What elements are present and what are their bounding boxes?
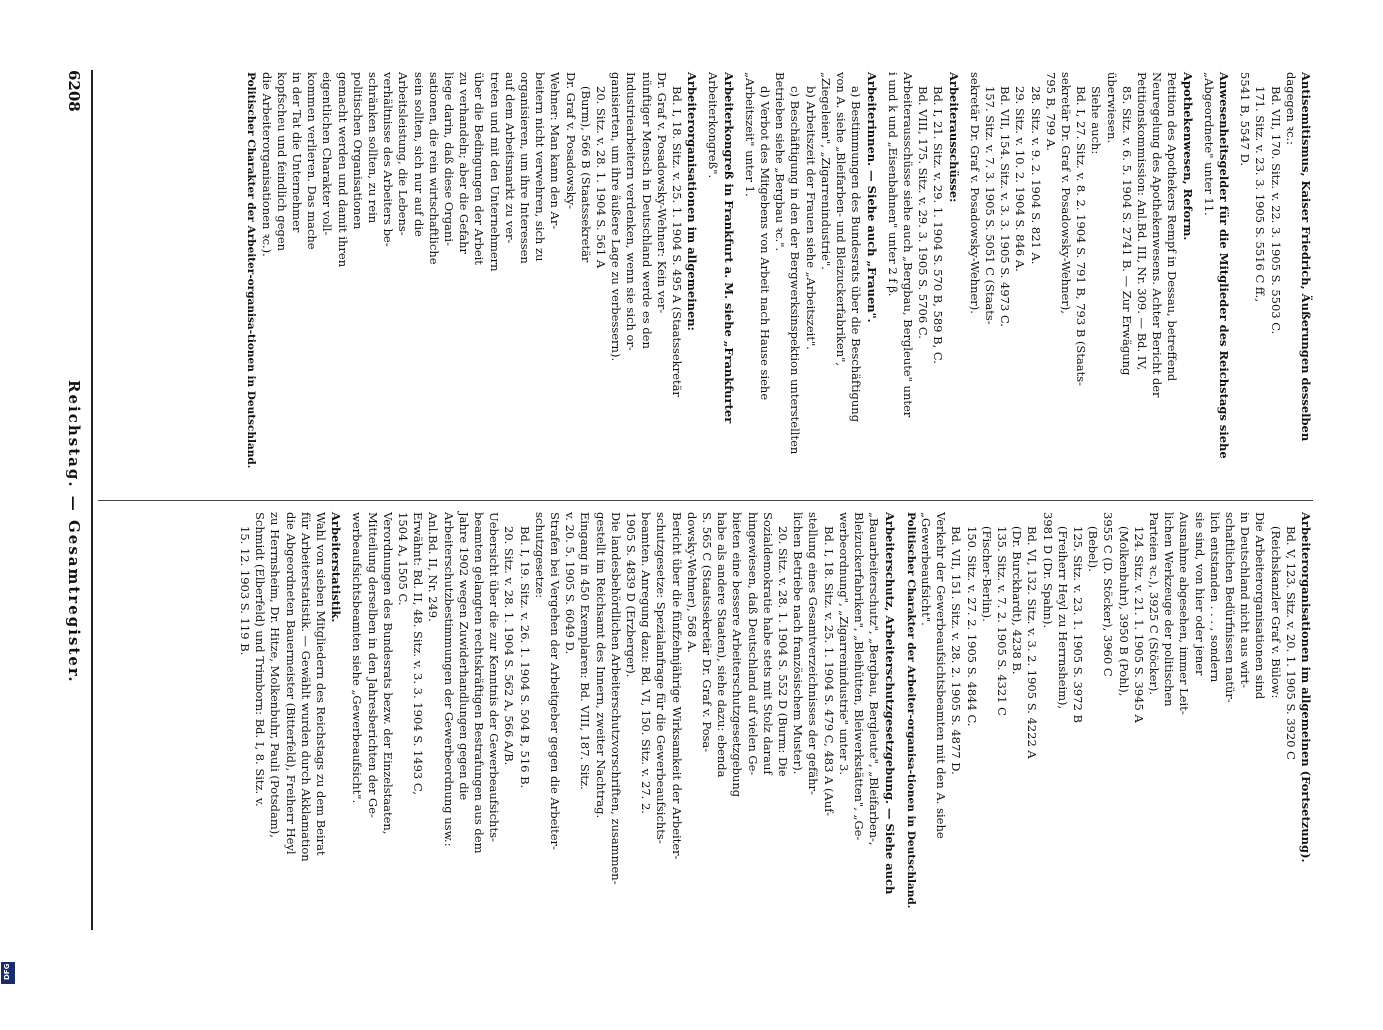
entry-line: Mitteilung derselben in den Jahresberichten der Ge- [365,512,380,818]
entry-line: 5541 B, 5547 D. [1238,72,1253,167]
entry-line: Siehe auch: [1089,86,1104,155]
entry-line: organisieren, um ihre Interessen [518,72,533,264]
entry-line: 15. 12. 1903 S. 119 B. [237,526,252,656]
entry-line: für Arbeiterstatistik. — Gewählt wurden durch Akklamation [298,512,313,862]
entry-line: Arbeitsleistung, die Lebens- [396,72,411,236]
entry-line: in der Tat die Unternehmer [290,72,304,233]
entry-line: Verkehr der Gewerbeaufsichtsbeamten mit den A. siehe [934,512,949,839]
entry-line: 28. Sitz. v. 9. 2. 1904 S. 821 A. [1028,86,1043,265]
entry-line: beitern nicht verwehren, sich zu [533,72,548,262]
entry-line: schränken sollten, zu rein [366,72,381,224]
entry-line: sekretär Dr. Graf v. Posadowsky-Wehner), [1058,72,1073,314]
entry-line: Industriearbeitern verdenken, wenn sie sich or- [624,72,639,351]
entry-line: eigentlichen Charakter voll- [320,72,335,236]
entry-heading: Arbeiterkongreß in Frankfurt a. M. siehe „Frankfurter [721,72,736,424]
register-entry [349,512,896,932]
entry-line: v. 20. 5. 1905 S. 6049 D. [563,512,578,655]
entry-line: habe als andere Staaten), siehe dazu: ebenda [715,512,730,778]
register-entry [903,512,1313,932]
entry-line: lichen Betriebe nach französischem Muster). [791,512,806,775]
entry-line: auf dem Arbeitsmarkt zu ver- [502,72,517,244]
entry-line: Bd. V, 123. Sitz. v. 20. 1. 1905 S. 3920 C [1283,526,1298,760]
entry-line: die Abgeordneten Bauermeister (Bitterfeld), Freiherr Heyl [283,512,298,855]
entry-line: „Arbeitszeit" unter 1. [742,72,757,197]
entry-heading: Arbeiterorganisationen im allgemeinen: [685,72,700,331]
entry-line: über die Bedingungen der Arbeit [472,72,487,265]
entry-line: ganisierten, um ihre äußere Lage zu verbessern). [609,72,624,362]
entry-line: Bd. VII, 151. Sitz. v. 28. 2. 1905 S. 4877 D. [949,526,964,775]
entry-line: beamten. Anregung dazu: Bd. VI, 150. Sitz. v. 27. 2. [639,512,654,814]
register-entry [243,72,699,492]
entry-line: schutzgesetze: [532,512,547,599]
entry-line: (Fischer-Berlin). [979,526,994,622]
register-entry [237,512,343,932]
entry-line: Die landesbehördlichen Arbeiterschutzvorschriften, zusammen- [608,512,623,885]
entry-line: c) Beschäftigung in den der Bergwerksinspektion unterstellten [788,86,803,455]
entry-line: Strafen bei Vergehen der Arbeitgeber gegen die Arbeiter- [548,512,563,850]
entry-line: überwiesen. [1104,72,1119,144]
entry-heading: Anwesenheitsgelder für die Mitglieder des Reichstags siehe [1216,72,1231,459]
entry-line: Bericht über die fünfzehnjährige Wirksamkeit der Arbeiter- [669,512,684,860]
entry-line: Dr. Graf v. Posadowsky-Wehner: Kein ver- [654,72,669,314]
register-entry [1237,72,1313,492]
left-column [113,72,1313,492]
margin-note: Politischer Charakter der Arbeiter-organisa-tionen in Deutschland. [904,512,917,909]
entry-line: „Bauarbeiterschutz", „Bergbau, Bergleute", „Bleifarben-, [867,512,882,846]
entry-line: Petitionskommission: Anl.Bd. III, Nr. 309. — Bd. IV, [1134,72,1149,371]
entry-line: sie sind, von hier oder jener [1192,512,1207,676]
entry-line: 1905 S. 4839 D (Erzberger). [624,512,639,678]
entry-line: Verordnungen des Bundesrats bezw. der Einzelstaaten, [380,512,395,835]
entry-line: Bd. I, 19. Sitz. v. 26. 1. 1904 S. 504 B, 516 B. [517,526,532,789]
entry-line: 3981 D (Dr. Spahn). [1040,512,1055,629]
entry-line: kommen verlieren. Das mache [305,72,320,250]
entry-line: Dr. Graf v. Posadowsky- [563,72,578,209]
entry-line: Bd. I, 21. Sitz. v. 29. 1. 1904 S. 570 B, 589 B, C. [931,86,946,364]
entry-line: Jahre 1902 wegen Zuwiderhandlungen gegen die [456,512,471,801]
entry-line: werbeaufsichtsbeamten siehe „Gewerbeaufsicht". [350,512,365,804]
entry-line: politischen Organisationen [350,72,365,230]
running-title: Reichstag. — Gesamtregister. [65,380,83,684]
entry-heading: Arbeiterorganisationen im allgemeinen (Fortsetzung). [1299,512,1313,863]
register-entry [705,72,735,492]
entry-line: sekretär Dr. Graf v. Posadowsky-Wehner). [967,72,982,314]
entry-line: Bd. VI, 132. Sitz. v. 3. 2. 1905 S. 4222 A [1025,526,1040,759]
entry-line: 20. Sitz. v. 28. 1. 1904 S. 552 D (Burm: Die [776,526,791,777]
entry-line: beamten gelangten rechtskräftigen Bestrafungen aus dem [472,512,487,854]
entry-line: 124. Sitz. v. 21. 1. 1905 S. 3945 A [1131,526,1146,723]
entry-line: Bd. I, 18. Sitz. v. 25. 1. 1904 S. 479 C, 483 A (Auf- [821,526,836,816]
entry-line: b) Arbeitszeit der Frauen siehe „Arbeitszeit". [803,86,818,350]
entry-line: werbeordnung", „Zigarrenindustrie" unter 3. [836,512,851,775]
entry-line: die Arbeiterorganisationen ꝛc.). [259,72,274,257]
entry-line: schutzgesetze: Spezialanfrage für die Gewerbeaufsichts- [654,512,669,844]
page-header [53,70,83,930]
entry-line: 125. Sitz. v. 23. 1. 1905 S. 3972 B [1070,526,1085,723]
entry-line: nünftiger Mensch in Deutschland werde es den [639,72,654,349]
entry-line: 20. Sitz. v. 28. 1. 1904 S. 562 A, 566 A/B. [502,526,517,766]
entry-line: „Gewerbeaufsicht". [918,512,933,626]
entry-line: d) Verbot des Mitgebens von Arbeit nach Hause siehe [758,86,773,401]
entry-line: Bleizuckerfabriken", „Bleihütten, Bleiwerkstätten", „Ge- [852,512,867,841]
entry-line: S. 565 C (Staatssekretär Dr. Graf v. Posa- [700,512,715,753]
entry-line: lichen Werkzeuge der politischen [1162,512,1177,707]
entry-line: (Burm), 566 B (Staatssekretär [578,86,593,263]
entry-line: 1504 A, 1505 C. [396,512,411,606]
entry-line: Bd. I, 18. Sitz. v. 25. 1. 1904 S. 495 A (Staatssekretär [670,86,685,397]
entry-line: sationen, die rein wirtschaftliche [426,72,441,265]
entry-line: 3955 C (D. Stöcker), 3960 C [1101,512,1116,677]
entry-line: a) Bestimmungen des Bundesrats über die Beschäftigung [849,86,864,423]
entry-line: dowsky-Wehner), 568 A. [684,512,699,653]
entry-line: Bd. VII, 154. Sitz. v. 3. 3. 1905 S. 4973 C. [998,86,1013,328]
dfg-logo-text: DFG [3,963,11,980]
entry-line: Arbeiterschutzbestimmungen der Gewerbeordnung usw.: [441,512,456,847]
entry-line: lich entstanden . . . , sondern [1207,512,1222,683]
entry-line: bieten eine bessere Arbeiterschutzgesetzgebung [730,512,745,798]
entry-line: Die Arbeiterorganisationen sind [1253,512,1268,700]
register-entry [1201,72,1231,492]
entry-line: sein sollten, sich nur auf die [411,72,426,237]
entry-line: liege darin, daß diese Organi- [442,72,457,246]
entry-line: Neuregelung des Apothekenwesens. Achter Bericht der [1150,72,1165,398]
entry-heading: Apothekenwesen, Reform. [1180,72,1195,241]
entry-line: kopfscheu und feindlich gegen [274,72,289,252]
entry-heading: Arbeiterinnen. — Siehe auch „Frauen". [864,72,879,323]
entry-line: Anl.Bd. II, Nr. 249. [426,512,441,622]
entry-line: Schmidt (Elberfeld) und Trimborn: Bd. I, 8. Sitz. v. [253,512,268,807]
entry-line: Uebersicht über die zur Kenntnis der Gewerbeaufsichts- [487,512,502,842]
entry-line: 20. Sitz. v. 28. 1. 1904 S. 561 A [594,86,609,269]
entry-line: (Reichskanzler Graf v. Bülow: [1268,526,1283,699]
register-entry [967,72,1195,492]
entry-line: (Bebel). [1086,526,1101,572]
right-column [113,512,1313,932]
entry-line: 135. Sitz. v. 7. 2. 1905 S. 4321 C [994,526,1009,716]
entry-line: Petition des Apothekers Rempf in Dessau, betreffend [1165,72,1180,382]
entry-line: treten und mit den Unternehmern [487,72,502,272]
entry-line: Arbeiterkongreß". [706,72,721,179]
entry-line: zu verhandeln; aber die Gefahr [457,72,472,255]
entry-line: Wehner: Man kann den Ar- [548,72,563,230]
entry-line: Bd. VIII, 175. Sitz. v. 29. 3. 1905 S. 5706 C. [916,86,931,339]
column-divider [98,500,1313,501]
entry-line: Bd. I, 27. Sitz. v. 8. 2. 1904 S. 791 B, 793 B (Staats- [1074,86,1089,387]
register-entry [742,72,879,492]
entry-line: gestellt im Reichsamt des Innern, zweiter Nachtrag. [593,512,608,819]
entry-line: hingewiesen, daß Deutschland auf vielen Ge- [745,512,760,776]
entry-line: Bd. VII, 170. Sitz. v. 22. 3. 1905 S. 5503 C. [1268,86,1283,335]
entry-line: dagegen ꝛc.: [1283,72,1298,146]
entry-line: 29. Sitz. v. 10. 2. 1904 S. 846 A. [1013,86,1028,272]
entry-heading: Arbeiterausschüsse: [946,72,961,203]
header-rule [91,70,93,930]
entry-line: (Dr. Burckhardt), 4238 B. [1010,526,1025,675]
entry-heading: Arbeiterstatistik. [329,512,344,623]
page-number: 6208 [65,70,83,112]
entry-line: gemacht werden und damit ihren [335,72,350,268]
entry-line: 157. Sitz. v. 7. 3. 1905 S. 5051 C (Staats- [982,86,997,325]
entry-line: verhältnisse des Arbeiters be- [381,72,396,247]
entry-line: 171. Sitz. v. 23. 3. 1905 S. 5516 C ff., [1253,86,1268,302]
entry-line: „Ziegeleien", „Zigarrenindustrie". [818,72,833,270]
entry-line: Betrieben siehe „Bergbau ꝛc.". [773,72,788,252]
register-entry [885,72,961,492]
entry-line: in Deutschland nicht aus wirt- [1238,512,1253,689]
entry-line: Eingang in 450 Exemplaren: Bd. VIII, 187. Sitz. [578,512,593,790]
margin-note: Politischer Charakter der Arbeiter-organisa-tionen in Deutschland. [245,72,258,469]
entry-line: Erwähnt: Bd. II, 48. Sitz. v. 3. 3. 1904 S. 1493 C, [411,512,426,795]
entry-line: (Molkenbuhr), 3950 B (Pohl), [1116,526,1131,697]
entry-line: Ausnahme abgesehen, immer Leit- [1177,512,1192,715]
entry-line: von A. siehe „Bleifarben- und Bleizuckerfabriken", [834,72,849,367]
entry-heading: Antisemitismus, Kaiser Friedrich, Äußerungen desselben [1299,72,1313,442]
entry-line: i und k und „Eisenbahnen" unter 2 f β. [885,72,900,297]
entry-line: Parteien ꝛc.), 3925 C (Stöcker). [1146,512,1161,696]
entry-line: schaftlichen Bedürfnissen natür- [1222,512,1237,703]
entry-line: „Abgeordnete" unter 11. [1201,72,1216,216]
entry-line: Wahl von sieben Mitgliedern des Reichstags zu dem Beirat [314,512,328,856]
entry-line: Arbeiterausschüsse siehe auch „Bergbau, Bergleute" unter [900,72,915,418]
entry-line: Sozialdemokratie habe stets mit Stolz darauf [760,512,775,775]
entry-line: stellung eines Gesamtverzeichnisses der gefähr- [806,512,821,795]
entry-line: 150. Sitz. v. 27. 2. 1905 S. 4844 C. [964,526,979,727]
entry-line: 795 B, 799 A. [1043,72,1058,151]
entry-line: (Freiherr Heyl zu Herrnsheim), [1055,526,1070,710]
entry-line: zu Herrnsheim, Dr. Hitze, Molkenbuhr, Pauli (Potsdam), [268,512,283,838]
entry-line: 85. Sitz. v. 6. 5. 1904 S. 2741 B. — Zur Erwägung [1119,86,1134,376]
entry-heading: Arbeiterschutz, Arbeiterschutzgesetzgebung. — Siehe auch [882,512,897,895]
